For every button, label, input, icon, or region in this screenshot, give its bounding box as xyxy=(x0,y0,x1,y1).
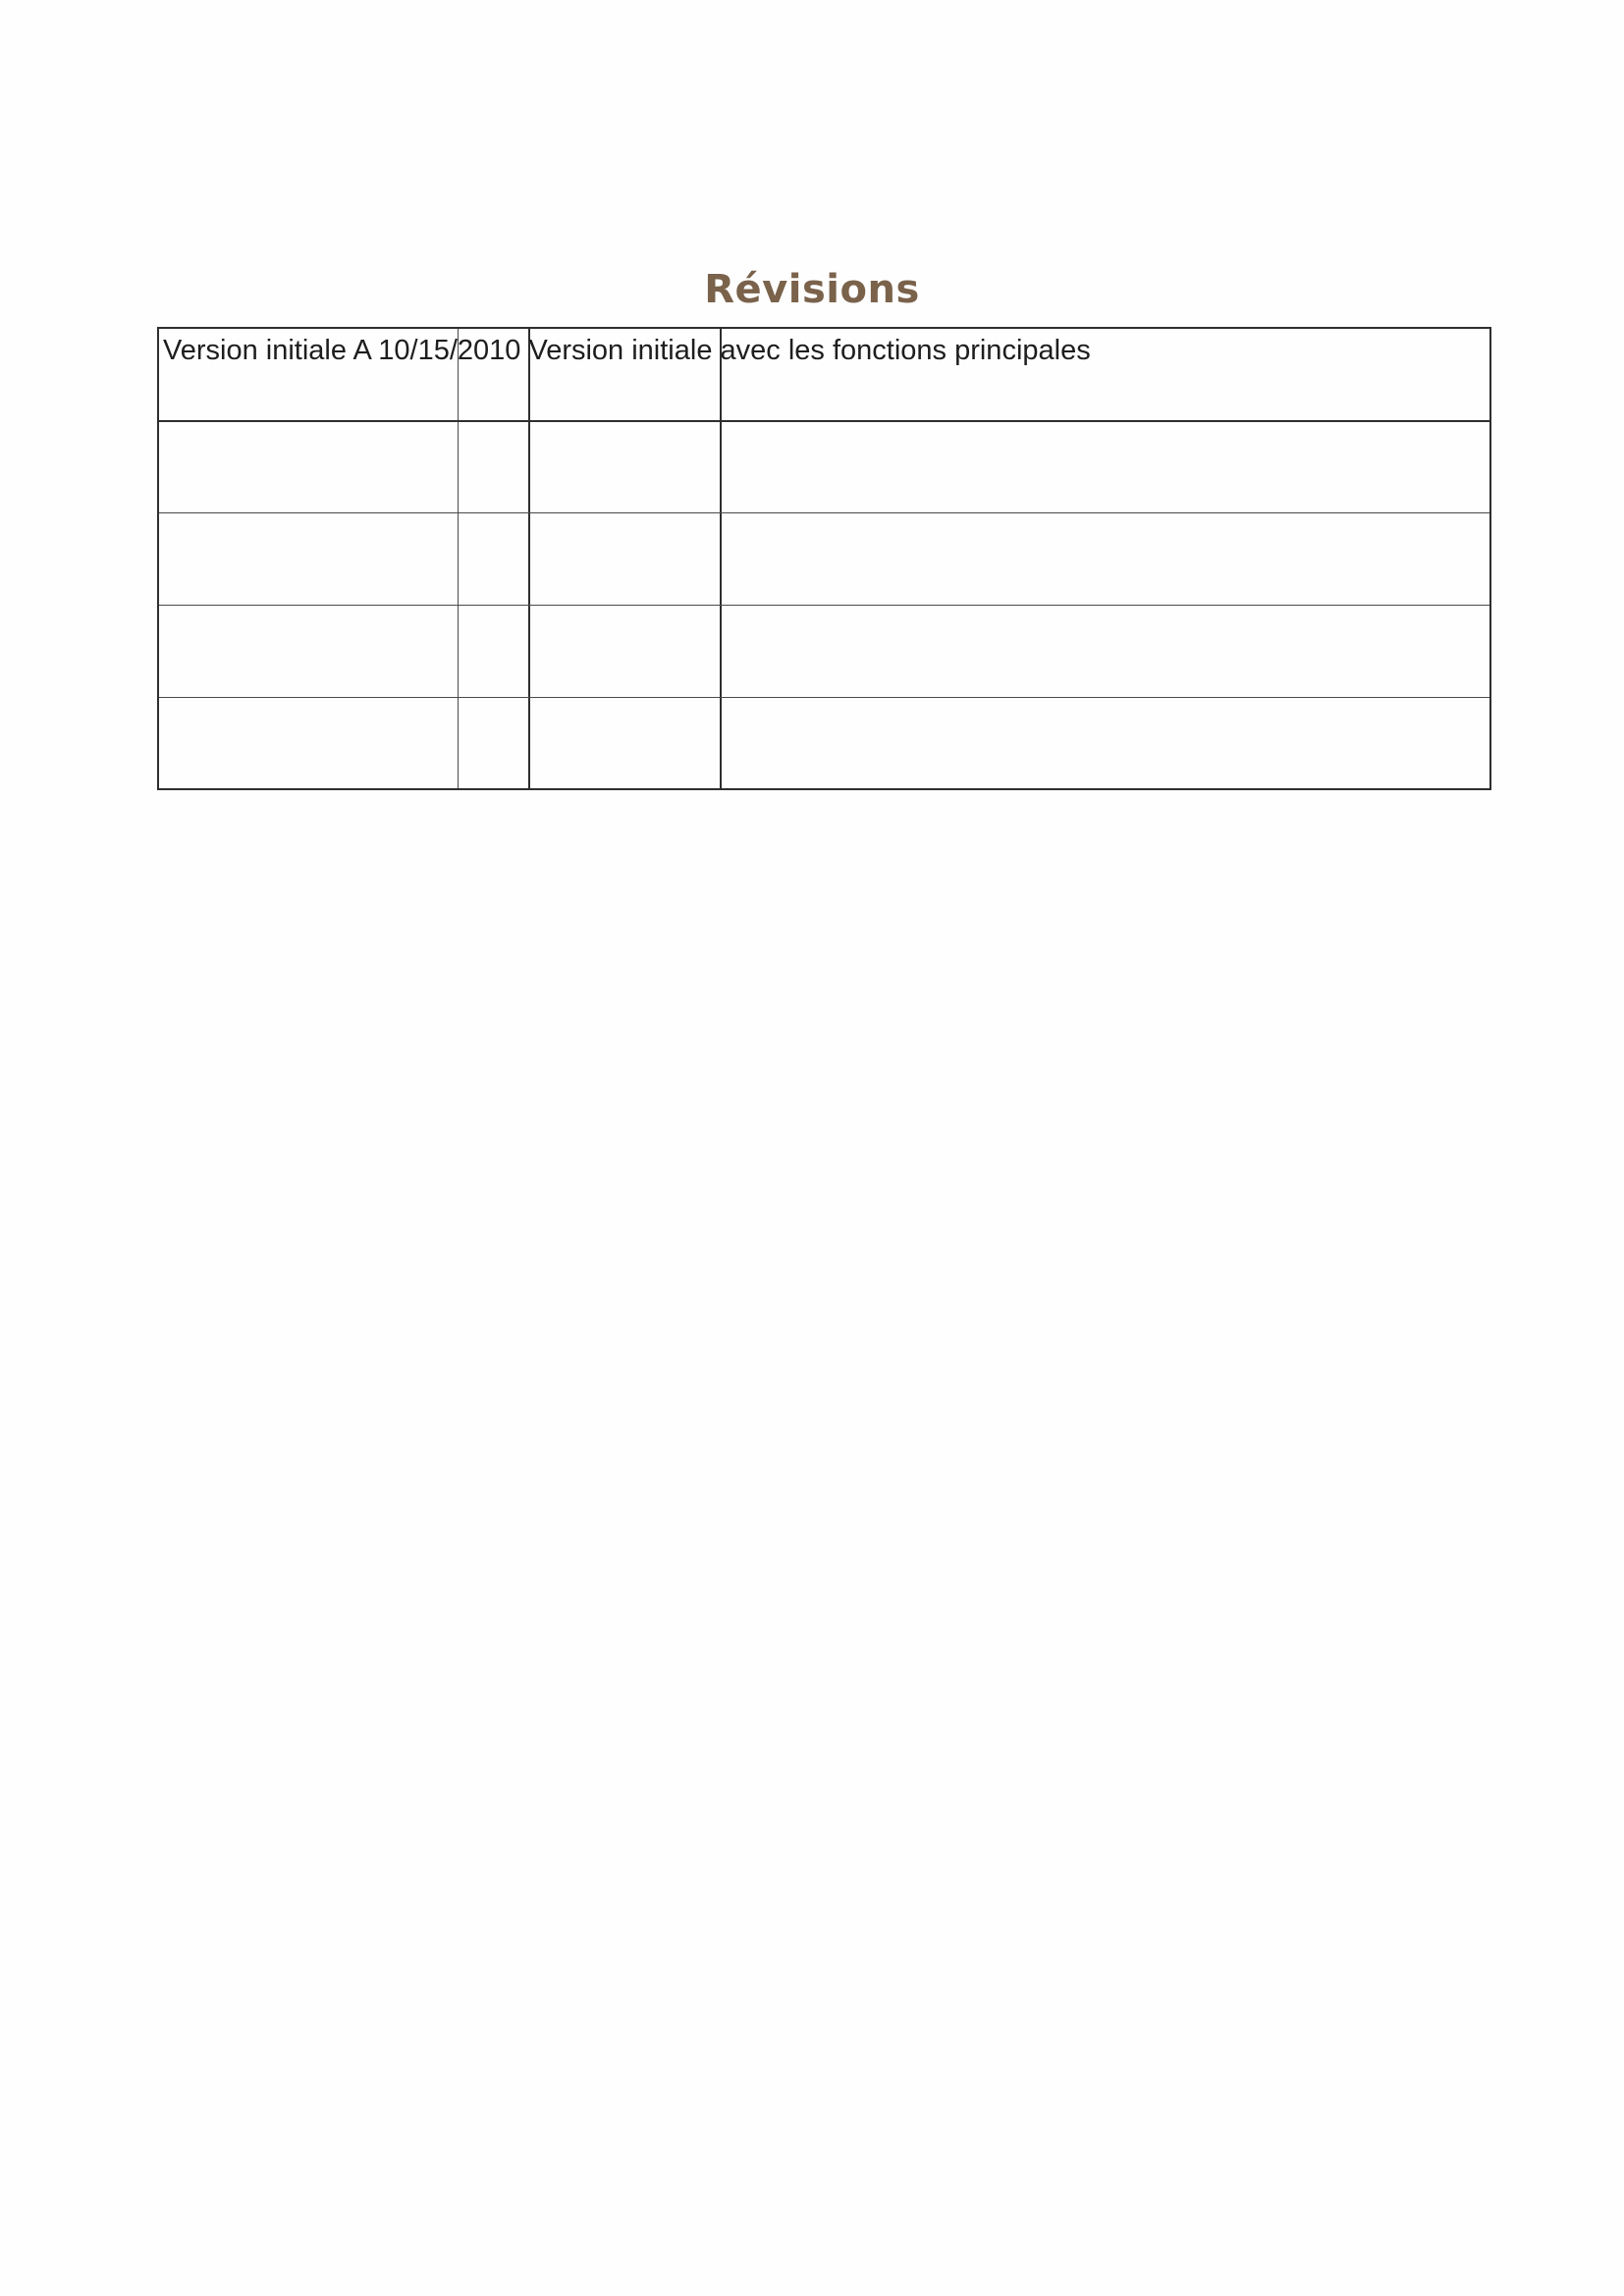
column-divider xyxy=(458,329,459,788)
column-divider xyxy=(720,329,722,788)
row-divider xyxy=(159,697,1489,698)
row-divider xyxy=(159,512,1489,513)
table-row-text: Version initiale A 10/15/2010 Version initiale avec les fonctions principales xyxy=(163,335,1091,366)
column-divider xyxy=(528,329,530,788)
row-divider xyxy=(159,420,1489,422)
row-divider xyxy=(159,605,1489,606)
revisions-table xyxy=(157,327,1491,790)
page-title: Révisions xyxy=(704,267,920,312)
